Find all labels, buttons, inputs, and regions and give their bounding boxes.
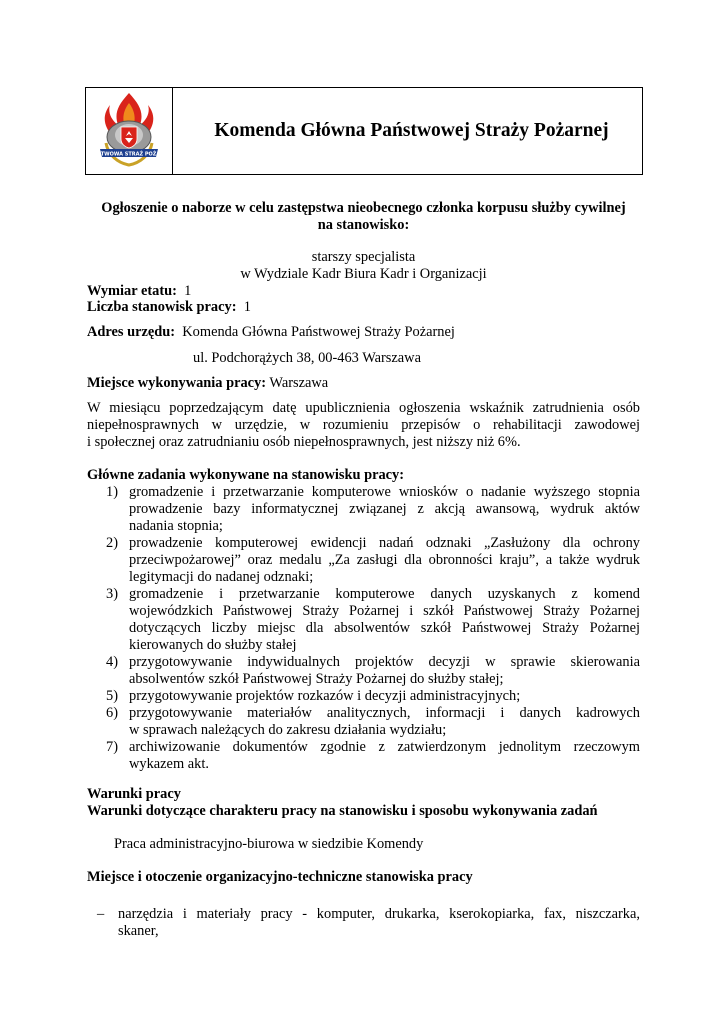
task-line: legitymacji do nadanej odznaki;	[129, 569, 314, 585]
disability-note-line2: niepełnosprawnych w urzędzie, w rozumieniu przepisów o rehabilitacji zawodowej	[87, 417, 640, 433]
task-line: absolwentów szkół Państwowej Straży Pożarnej do służby stałej;	[129, 671, 504, 687]
task-line: wykazem akt.	[129, 756, 209, 772]
task-number: 1)	[106, 484, 118, 500]
position-department: w Wydziale Kadr Biura Kadr i Organizacji	[240, 266, 487, 282]
task-line: nadania stopnia;	[129, 518, 223, 534]
header-title: Komenda Główna Państwowej Straży Pożarnej	[214, 120, 609, 141]
task-line: kierowanych do służby stałej	[129, 637, 297, 653]
adres-row	[87, 323, 640, 341]
disability-note-line3: i społecznej oraz zatrudnianiu osób niepełnosprawnych, jest niższy niż 6%.	[87, 434, 521, 450]
task-line: przeciwpożarowej” oraz medalu „Za zasługi dla obronności kraju”, a także wydruk	[129, 552, 640, 568]
announcement-title-line1: Ogłoszenie o naborze w celu zastępstwa nieobecnego członka korpusu służby cywilnej	[101, 200, 626, 216]
task-number: 2)	[106, 535, 118, 551]
task-number: 5)	[106, 688, 118, 704]
task-line: dotyczących liczby miejsc dla absolwentów szkół Państwowej Straży Pożarnej	[129, 620, 640, 636]
tasks-heading: Główne zadania wykonywane na stanowisku pracy:	[87, 467, 405, 483]
liczba-label: Liczba stanowisk pracy:	[87, 299, 237, 315]
task-number: 7)	[106, 739, 118, 755]
wymiar-value: 1	[184, 283, 192, 299]
adres-line1: Komenda Główna Państwowej Straży Pożarnej	[182, 324, 455, 340]
task-line: gromadzenie i przetwarzanie komputerowe wniosków o nadanie wyższego stopnia	[129, 484, 640, 500]
logo-cell	[86, 88, 173, 174]
task-number: 3)	[106, 586, 118, 602]
wymiar-label: Wymiar etatu:	[87, 283, 177, 299]
position-name: starszy specjalista	[311, 249, 416, 265]
liczba-row	[87, 298, 640, 316]
miejsce-row	[87, 374, 640, 392]
adres-label: Adres urzędu:	[87, 324, 176, 340]
task-line: przygotowywanie indywidualnych projektów decyzji w sprawie skierowania	[129, 654, 640, 670]
task-line: prowadzenie komputerowej ewidencji nadań odznaki „Zasłużony dla ochrony	[129, 535, 640, 551]
task-line: w sprawach należących do zakresu działania wydziału;	[129, 722, 447, 738]
bullet-dash: –	[97, 906, 105, 922]
conditions-heading: Warunki pracy	[87, 786, 181, 802]
task-number: 6)	[106, 705, 118, 721]
conditions-subheading: Warunki dotyczące charakteru pracy na stanowisku i sposobu wykonywania zadań	[87, 803, 598, 819]
adres-line2: ul. Podchorążych 38, 00-463 Warszawa	[193, 350, 421, 366]
bullet-line1: narzędzia i materiały pracy - komputer, drukarka, kserokopiarka, fax, niszczarka,	[118, 906, 640, 922]
task-line: przygotowywanie projektów rozkazów i decyzji administracyjnych;	[129, 688, 521, 704]
task-line: gromadzenie i przetwarzanie komputerowe danych uzyskanych z komend	[129, 586, 640, 602]
task-number: 4)	[106, 654, 118, 670]
environment-heading: Miejsce i otoczenie organizacyjno-techniczne stanowiska pracy	[87, 869, 473, 885]
task-line: wojewódzkich Państwowej Straży Pożarnej i szkół Państwowej Straży Pożarnej	[129, 603, 640, 619]
psp-emblem-icon	[85, 91, 173, 171]
header-box	[85, 87, 643, 175]
task-line: archiwizowanie dokumentów zgodnie z zatwierdzonym jednolitym rzeczowym	[129, 739, 640, 755]
announcement-title-line2: na stanowisko:	[317, 217, 410, 233]
miejsce-label: Miejsce wykonywania pracy:	[87, 375, 267, 391]
liczba-value: 1	[243, 299, 251, 315]
logo-banner-text: PAŃSTWOWA STRAŻ POŻARNA	[85, 151, 173, 158]
disability-note-line1: W miesiącu poprzedzającym datę upublicznienia ogłoszenia wskaźnik zatrudnienia osób	[87, 400, 640, 416]
bullet-line2: skaner,	[118, 923, 159, 939]
task-line: prowadzenie bazy informatycznej związanej z akcją awansową, wydruk aktów	[129, 501, 640, 517]
miejsce-value: Warszawa	[269, 375, 329, 391]
task-line: przygotowywanie materiałów analitycznych, informacji i danych kadrowych	[129, 705, 640, 721]
work-type: Praca administracyjno-biurowa w siedzibie Komendy	[114, 836, 424, 852]
